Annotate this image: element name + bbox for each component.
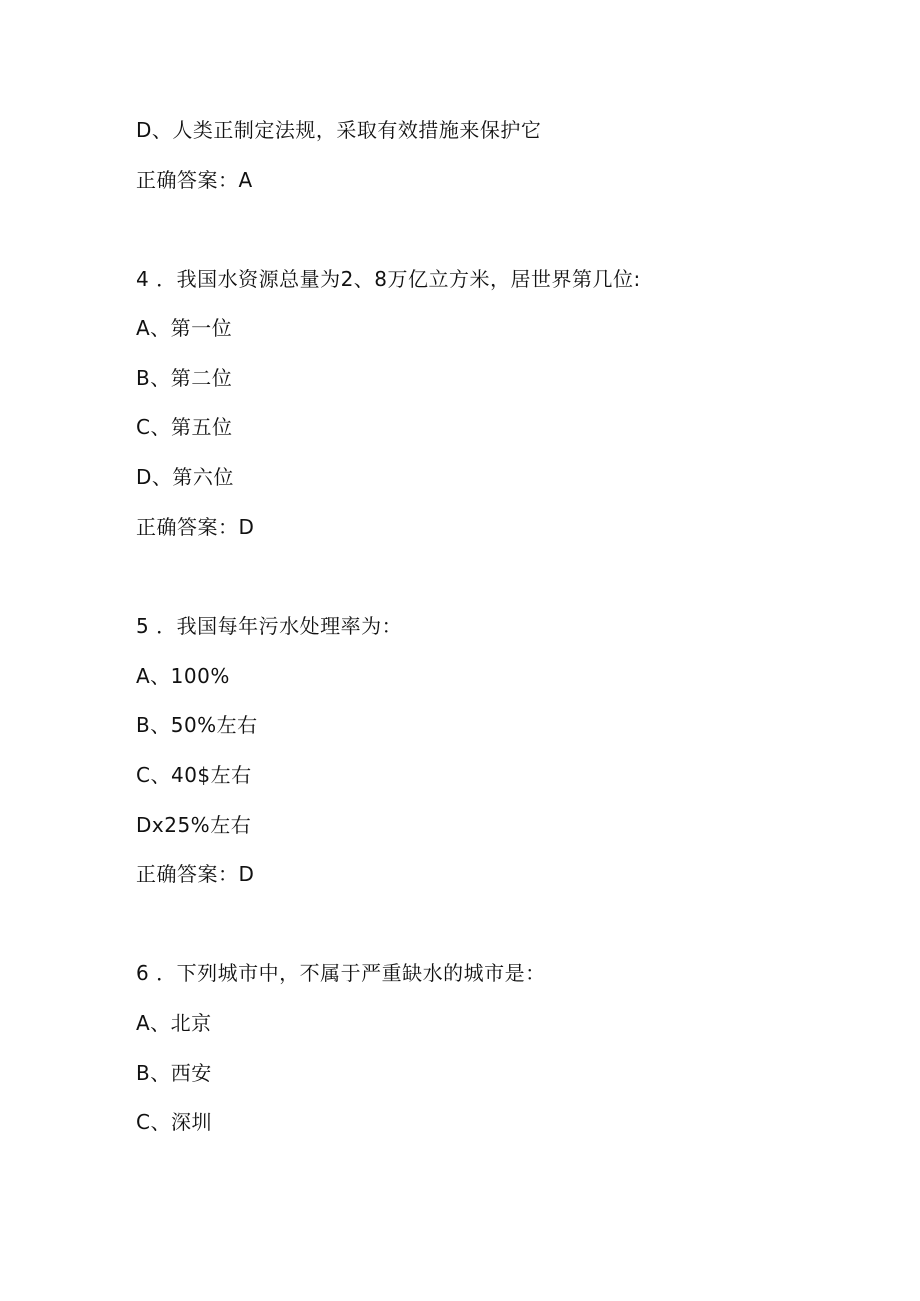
q3-answer: 正确答案：A [136,168,253,192]
q6-option-c: C、深圳 [136,1110,212,1134]
q4-option-c: C、第五位 [136,415,233,439]
q4-option-b: B、第二位 [136,366,233,390]
q4-answer: 正确答案：D [136,515,255,539]
q6-option-b: B、西安 [136,1061,212,1085]
q5-option-b: B、50%左右 [136,713,258,737]
q4-option-a: A、第一位 [136,316,233,340]
q5-question: 5 ．我国每年污水处理率为： [136,614,403,638]
q6-question: 6 ．下列城市中，不属于严重缺水的城市是： [136,961,546,985]
q3-option-d: D、人类正制定法规，采取有效措施来保护它 [136,118,542,142]
q5-answer: 正确答案：D [136,862,255,886]
q4-question: 4 ．我国水资源总量为2、8万亿立方米，居世界第几位: [136,267,641,291]
q5-option-a: A、100% [136,664,230,688]
q5-option-c: C、40$左右 [136,763,252,787]
q4-option-d: D、第六位 [136,465,234,489]
q5-option-d: Dx25%左右 [136,813,252,837]
q6-option-a: A、北京 [136,1011,212,1035]
